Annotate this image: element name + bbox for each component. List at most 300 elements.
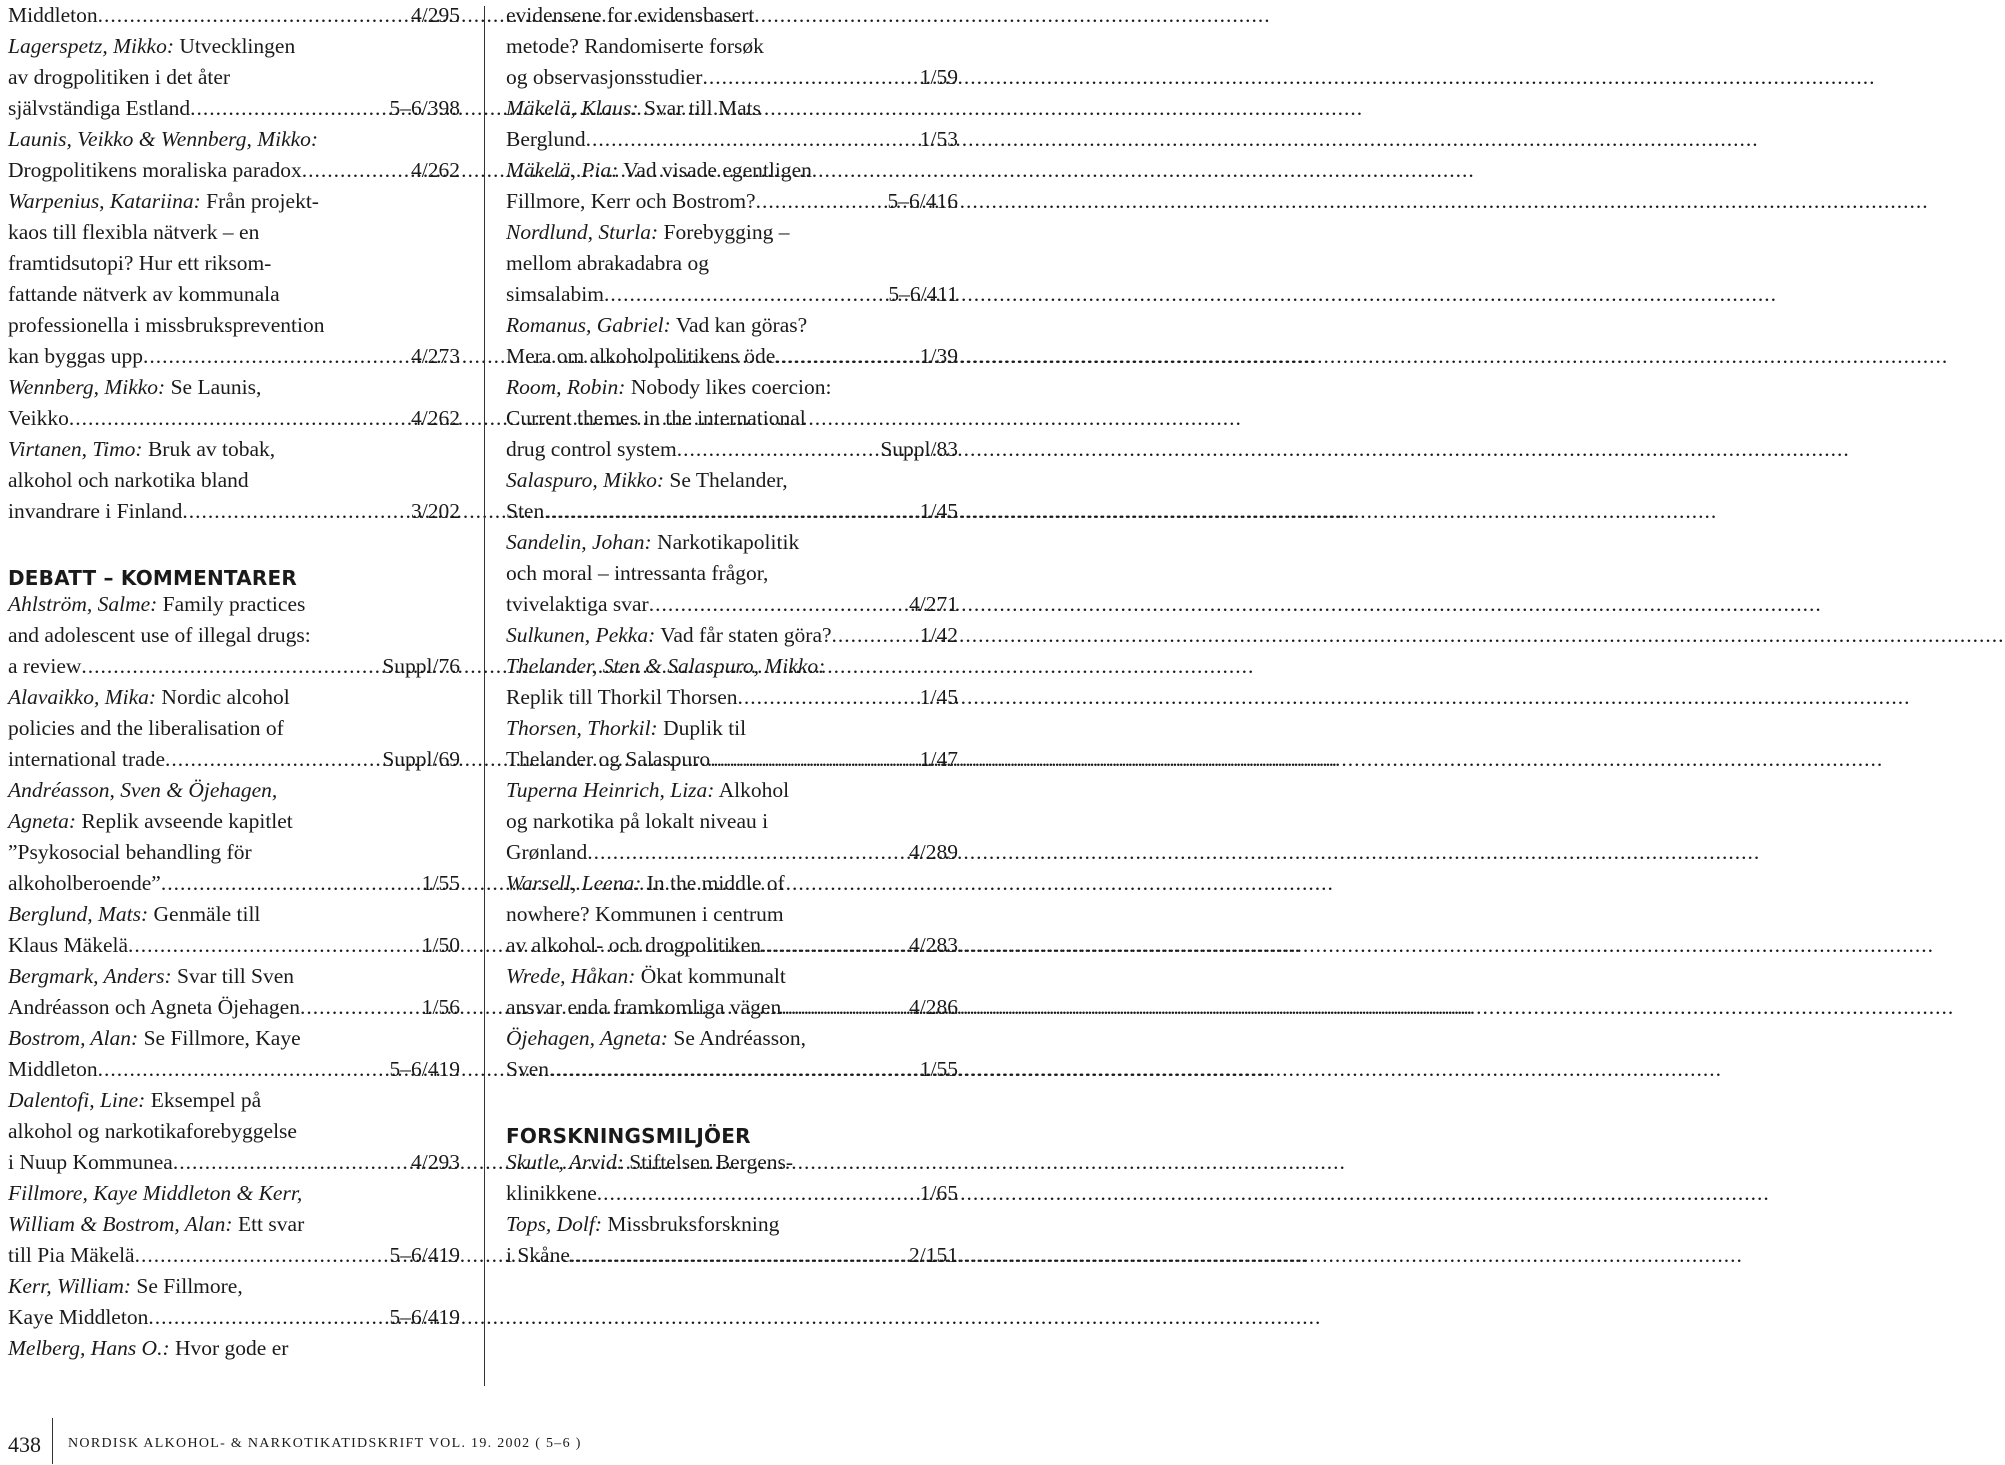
title-text: kaos till flexibla nätverk – en	[8, 220, 260, 244]
title-text: alkoholberoende”	[8, 871, 161, 895]
dot-leader	[586, 124, 917, 155]
title-text: Hvor gode er	[169, 1336, 289, 1360]
issue-page-ref: 1/65	[919, 1181, 958, 1205]
title-text: Ett svar	[232, 1212, 305, 1236]
entry-text	[8, 403, 69, 434]
title-text: Family practices	[157, 592, 306, 616]
title-text: Vad kan göras?	[670, 313, 808, 337]
title-text: In the middle of	[641, 871, 785, 895]
issue-page-ref: 1/56	[421, 995, 460, 1019]
entry-text	[8, 1054, 98, 1085]
title-text: Thelander og Salaspuro	[506, 747, 711, 771]
issue-page-ref: 4/271	[909, 592, 958, 616]
title-text: Svar till Sven	[171, 964, 295, 988]
author-name: Bergmark, Anders:	[8, 964, 172, 988]
author-name: Sulkunen, Pekka:	[506, 623, 656, 647]
entry-text	[8, 155, 302, 186]
issue-page-ref: 5–6/398	[389, 96, 460, 120]
entry-text	[506, 403, 806, 434]
title-text: och moral – intressanta frågor,	[506, 561, 769, 585]
issue-page-ref: 4/286	[909, 995, 958, 1019]
title-text: invandrare i Finland	[8, 499, 183, 523]
index-line	[506, 744, 958, 775]
index-line	[8, 589, 460, 620]
index-line	[8, 1085, 460, 1116]
index-line	[506, 837, 958, 868]
issue-page-ref: 1/50	[421, 933, 460, 957]
dot-leader	[128, 930, 419, 961]
title-text: Middleton	[8, 3, 98, 27]
author-name: Launis, Veikko & Wennberg, Mikko:	[8, 127, 319, 151]
title-text: Klaus Mäkelä	[8, 933, 129, 957]
entry-text	[506, 558, 768, 589]
title-text: Berglund	[506, 127, 586, 151]
index-line	[8, 806, 460, 837]
entry-text	[506, 1209, 779, 1240]
title-text: Veikko	[8, 406, 69, 430]
title-text: Vad visade egentligen	[618, 158, 812, 182]
title-text: Genmäle till	[148, 902, 261, 926]
author-name: Fillmore, Kaye Middleton & Kerr,	[8, 1181, 303, 1205]
entry-text	[506, 713, 746, 744]
index-line	[506, 589, 958, 620]
dot-leader	[604, 279, 885, 310]
index-line	[8, 124, 460, 155]
index-line	[506, 310, 958, 341]
author-name: Alavaikko, Mika:	[8, 685, 157, 709]
title-text: policies and the liberalisation of	[8, 716, 284, 740]
entry-text	[8, 806, 293, 837]
dot-leader	[182, 496, 408, 527]
author-name: Virtanen, Timo:	[8, 437, 143, 461]
index-line	[506, 806, 958, 837]
dot-leader	[173, 1147, 408, 1178]
entry-text	[8, 651, 81, 682]
index-line	[8, 217, 460, 248]
index-line	[506, 775, 958, 806]
entry-text	[8, 1240, 135, 1271]
issue-page-ref: 4/293	[411, 1150, 460, 1174]
issue-page-ref: 1/59	[919, 65, 958, 89]
index-line	[506, 124, 958, 155]
entry-text	[8, 1116, 297, 1147]
index-line	[506, 682, 958, 713]
title-text: and adolescent use of illegal drugs:	[8, 623, 311, 647]
title-text: framtidsutopi? Hur ett riksom-	[8, 251, 272, 275]
index-line	[8, 248, 460, 279]
index-line	[8, 279, 460, 310]
index-line	[8, 837, 460, 868]
entry-text	[8, 0, 98, 31]
entry-text	[8, 992, 300, 1023]
entry-text	[8, 868, 161, 899]
title-text: Replik till Thorkil Thorsen	[506, 685, 738, 709]
entry-text	[506, 217, 790, 248]
index-line	[506, 434, 958, 465]
title-text: Bruk av tobak,	[142, 437, 276, 461]
title-text: Stiftelsen Bergens-	[623, 1150, 794, 1174]
issue-page-ref: 4/289	[909, 840, 958, 864]
index-column-left	[8, 0, 460, 1364]
issue-page-ref: 1/47	[919, 747, 958, 771]
author-name: Agneta:	[8, 809, 77, 833]
entry-text	[506, 930, 761, 961]
entry-text	[506, 434, 677, 465]
entry-text	[506, 31, 764, 62]
entry-text	[8, 62, 230, 93]
entry-text	[8, 1178, 302, 1209]
index-line	[8, 775, 460, 806]
issue-page-ref: 5–6/419	[389, 1305, 460, 1329]
author-name: Andréasson, Sven & Öjehagen,	[8, 778, 278, 802]
author-name: Mäkelä, Pia:	[506, 158, 619, 182]
entry-text	[506, 279, 604, 310]
dot-leader	[165, 744, 379, 775]
index-line	[506, 961, 958, 992]
entry-text	[506, 682, 738, 713]
title-text: ”Psykosocial behandling för	[8, 840, 252, 864]
index-line	[8, 713, 460, 744]
entry-text	[8, 713, 284, 744]
index-line	[8, 1116, 460, 1147]
dot-leader	[302, 155, 408, 186]
entry-text	[506, 806, 768, 837]
index-line	[8, 62, 460, 93]
index-line	[506, 93, 958, 124]
index-line	[8, 682, 460, 713]
author-name: Salaspuro, Mikko:	[506, 468, 665, 492]
issue-page-ref: 1/42	[919, 623, 958, 647]
index-line	[8, 1147, 460, 1178]
entry-text	[506, 93, 761, 124]
author-name: Berglund, Mats:	[8, 902, 149, 926]
dot-leader	[98, 0, 408, 31]
index-line	[506, 713, 958, 744]
author-name: Warsell, Leena:	[506, 871, 642, 895]
title-text: Utvecklingen	[174, 34, 296, 58]
entry-text	[506, 372, 831, 403]
index-line	[506, 868, 958, 899]
issue-page-ref: 4/283	[909, 933, 958, 957]
index-line	[506, 1209, 958, 1240]
entry-text	[8, 682, 290, 713]
title-text: självständiga Estland	[8, 96, 191, 120]
column-divider	[484, 6, 485, 1386]
entry-text	[8, 93, 190, 124]
issue-page-ref: 4/295	[411, 3, 460, 27]
index-line	[506, 31, 958, 62]
index-line	[506, 527, 958, 558]
entry-text	[8, 899, 260, 930]
footer-divider	[52, 1418, 53, 1464]
author-name: Mäkelä, Klaus:	[506, 96, 639, 120]
entry-text	[8, 589, 305, 620]
title-text: alkohol og narkotikaforebyggelse	[8, 1119, 297, 1143]
author-name: Thelander, Sten & Salaspuro, Mikko:	[506, 654, 826, 678]
entry-text	[506, 1054, 549, 1085]
entry-text	[506, 775, 789, 806]
index-line	[8, 1333, 460, 1364]
entry-text	[8, 434, 275, 465]
title-text: till Pia Mäkelä	[8, 1243, 135, 1267]
title-text: Drogpolitikens moraliska paradox	[8, 158, 302, 182]
entry-text	[8, 496, 182, 527]
title-text: Fillmore, Kerr och Bostrom?	[506, 189, 756, 213]
section-heading: FORSKNINGSMILJÖER	[506, 1124, 751, 1148]
index-line	[506, 620, 958, 651]
title-text: Narkotikapolitik	[651, 530, 800, 554]
entry-text	[8, 930, 128, 961]
title-text: av alkohol- och drogpolitiken	[506, 933, 761, 957]
title-text: Se Fillmore,	[131, 1274, 243, 1298]
title-text: Svar till Mats	[638, 96, 761, 120]
title-text: Se Launis,	[165, 375, 262, 399]
index-line	[506, 992, 958, 1023]
entry-text	[8, 341, 143, 372]
index-line	[506, 899, 958, 930]
index-line	[8, 341, 460, 372]
dot-leader	[161, 868, 419, 899]
issue-page-ref: Suppl/69	[382, 747, 460, 771]
entry-text	[506, 527, 799, 558]
issue-page-ref: 5–6/419	[389, 1057, 460, 1081]
title-text: Från projekt-	[200, 189, 319, 213]
index-line	[8, 310, 460, 341]
author-name: Wennberg, Mikko:	[8, 375, 166, 399]
dot-leader	[300, 992, 419, 1023]
entry-text	[8, 1302, 148, 1333]
dot-leader	[587, 837, 906, 868]
title-text: Andréasson och Agneta Öjehagen	[8, 995, 300, 1019]
index-line	[506, 496, 958, 527]
dot-leader	[756, 186, 885, 217]
dot-leader	[649, 589, 906, 620]
title-text: Nordic alcohol	[156, 685, 290, 709]
index-line	[8, 899, 460, 930]
entry-text	[8, 124, 318, 155]
dot-leader	[775, 341, 916, 372]
issue-page-ref: 5–6/411	[888, 282, 958, 306]
author-name: Lagerspetz, Mikko:	[8, 34, 174, 58]
entry-text	[506, 868, 785, 899]
title-text: a review	[8, 654, 82, 678]
dot-leader	[781, 992, 906, 1023]
section-heading: DEBATT – KOMMENTARER	[8, 566, 297, 590]
index-line	[506, 186, 958, 217]
entry-text	[8, 217, 259, 248]
journal-title: NORDISK ALKOHOL- & NARKOTIKATIDSKRIFT VOL. 19. 2002 ( 5–6 )	[68, 1436, 582, 1451]
index-line	[506, 1023, 958, 1054]
author-name: Bostrom, Alan:	[8, 1026, 139, 1050]
title-text: Ökat kommunalt	[635, 964, 786, 988]
entry-text	[506, 248, 709, 279]
title-text: simsalabim	[506, 282, 604, 306]
entry-text	[8, 1333, 288, 1364]
entry-text	[506, 0, 754, 31]
title-text: alkohol och narkotika bland	[8, 468, 249, 492]
author-name: Wrede, Håkan:	[506, 964, 636, 988]
index-line	[506, 403, 958, 434]
author-name: Kerr, William:	[8, 1274, 132, 1298]
index-line	[506, 1178, 958, 1209]
title-text: Kaye Middleton	[8, 1305, 149, 1329]
index-line	[506, 341, 958, 372]
issue-page-ref: Suppl/83	[880, 437, 958, 461]
author-name: Tops, Dolf:	[506, 1212, 602, 1236]
issue-page-ref: 1/53	[919, 127, 958, 151]
index-line	[506, 155, 958, 186]
index-line	[8, 961, 460, 992]
index-line	[8, 155, 460, 186]
title-text: kan byggas upp	[8, 344, 143, 368]
entry-text	[506, 992, 781, 1023]
index-line	[506, 651, 958, 682]
index-line	[8, 868, 460, 899]
page-footer	[0, 1418, 960, 1458]
issue-page-ref: 5–6/416	[887, 189, 958, 213]
issue-page-ref: 1/45	[919, 685, 958, 709]
author-name: Room, Robin:	[506, 375, 626, 399]
title-text: metode? Randomiserte forsøk	[506, 34, 764, 58]
dot-leader	[761, 930, 906, 961]
title-text: Missbruksforskning	[601, 1212, 780, 1236]
title-text: og narkotika på lokalt niveau i	[506, 809, 769, 833]
index-line	[506, 930, 958, 961]
issue-page-ref: Suppl/76	[382, 654, 460, 678]
issue-page-ref: 1/39	[919, 344, 958, 368]
dot-leader	[143, 341, 408, 372]
title-text: drug control system	[506, 437, 677, 461]
index-line	[506, 217, 958, 248]
author-name: Warpenius, Katariina:	[8, 189, 201, 213]
issue-page-ref: 3/202	[411, 499, 460, 523]
author-name: Melberg, Hans O.:	[8, 1336, 170, 1360]
blank-line	[506, 1085, 958, 1116]
index-line	[506, 1147, 958, 1178]
index-line	[8, 1209, 460, 1240]
index-line	[8, 992, 460, 1023]
title-text: Current themes in the international	[506, 406, 806, 430]
title-text: mellom abrakadabra og	[506, 251, 709, 275]
index-line	[8, 930, 460, 961]
entry-text	[8, 248, 271, 279]
dot-leader	[81, 651, 379, 682]
entry-text	[506, 1178, 597, 1209]
issue-page-ref: 1/55	[421, 871, 460, 895]
dot-leader	[702, 62, 916, 93]
index-line	[8, 1271, 460, 1302]
entry-text	[8, 310, 324, 341]
entry-text	[8, 1209, 304, 1240]
index-line	[506, 1240, 958, 1271]
title-text: Duplik til	[657, 716, 747, 740]
entry-text	[506, 124, 586, 155]
entry-text	[8, 1147, 173, 1178]
title-text: Eksempel på	[145, 1088, 262, 1112]
title-text: professionella i missbruksprevention	[8, 313, 325, 337]
entry-text	[8, 31, 295, 62]
entry-text	[506, 62, 702, 93]
index-line	[506, 558, 958, 589]
entry-text	[506, 341, 775, 372]
entry-text	[506, 1147, 793, 1178]
author-name: Nordlund, Sturla:	[506, 220, 659, 244]
entry-text	[506, 837, 587, 868]
index-line	[8, 620, 460, 651]
dot-leader	[69, 403, 408, 434]
title-text: Sten	[506, 499, 545, 523]
title-text: klinikkene	[506, 1181, 597, 1205]
title-text: Se Fillmore, Kaye	[138, 1026, 301, 1050]
title-text: international trade	[8, 747, 165, 771]
author-name: Skutle, Arvid:	[506, 1150, 624, 1174]
index-line	[8, 31, 460, 62]
index-line	[8, 1240, 460, 1271]
index-line	[8, 465, 460, 496]
index-line	[506, 248, 958, 279]
index-line	[506, 465, 958, 496]
author-name: Tuperna Heinrich, Liza:	[506, 778, 715, 802]
index-line	[506, 1054, 958, 1085]
title-text: og observasjonsstudier	[506, 65, 703, 89]
title-text: Alkohol	[714, 778, 790, 802]
entry-text	[8, 186, 319, 217]
title-text: i Nuup Kommunea	[8, 1150, 173, 1174]
entry-text	[8, 372, 261, 403]
dot-leader	[738, 682, 917, 713]
index-line	[8, 93, 460, 124]
index-line	[8, 1023, 460, 1054]
author-name: Öjehagen, Agneta:	[506, 1026, 669, 1050]
dot-leader	[135, 1240, 387, 1271]
entry-text	[8, 775, 277, 806]
index-line	[8, 1302, 460, 1333]
entry-text	[506, 1240, 570, 1271]
author-name: Thorsen, Thorkil:	[506, 716, 658, 740]
index-line	[506, 62, 958, 93]
author-name: Ahlström, Salme:	[8, 592, 158, 616]
title-text: Sven	[506, 1057, 549, 1081]
index-line	[8, 434, 460, 465]
entry-text	[506, 155, 812, 186]
entry-text	[506, 589, 649, 620]
entry-text	[8, 744, 165, 775]
index-line	[506, 0, 958, 31]
author-name: William & Bostrom, Alan:	[8, 1212, 233, 1236]
entry-text	[506, 1023, 806, 1054]
index-line	[8, 372, 460, 403]
entry-text	[8, 1085, 261, 1116]
author-name: Romanus, Gabriel:	[506, 313, 671, 337]
title-text: fattande nätverk av kommunala	[8, 282, 280, 306]
index-line	[8, 1178, 460, 1209]
dot-leader	[148, 1302, 386, 1333]
author-name: Dalentofi, Line:	[8, 1088, 146, 1112]
title-text: Mera om alkoholpolitikens öde	[506, 344, 776, 368]
title-text: Se Andréasson,	[668, 1026, 806, 1050]
index-line	[8, 1054, 460, 1085]
title-text: Vad får staten göra?	[655, 623, 832, 647]
issue-page-ref: 4/262	[411, 406, 460, 430]
entry-text	[8, 465, 249, 496]
dot-leader	[544, 496, 917, 527]
entry-text	[506, 465, 788, 496]
title-text: Se Thelander,	[664, 468, 788, 492]
index-line	[506, 372, 958, 403]
entry-text	[506, 744, 710, 775]
title-text: Grønland	[506, 840, 588, 864]
issue-page-ref: 5–6/419	[389, 1243, 460, 1267]
